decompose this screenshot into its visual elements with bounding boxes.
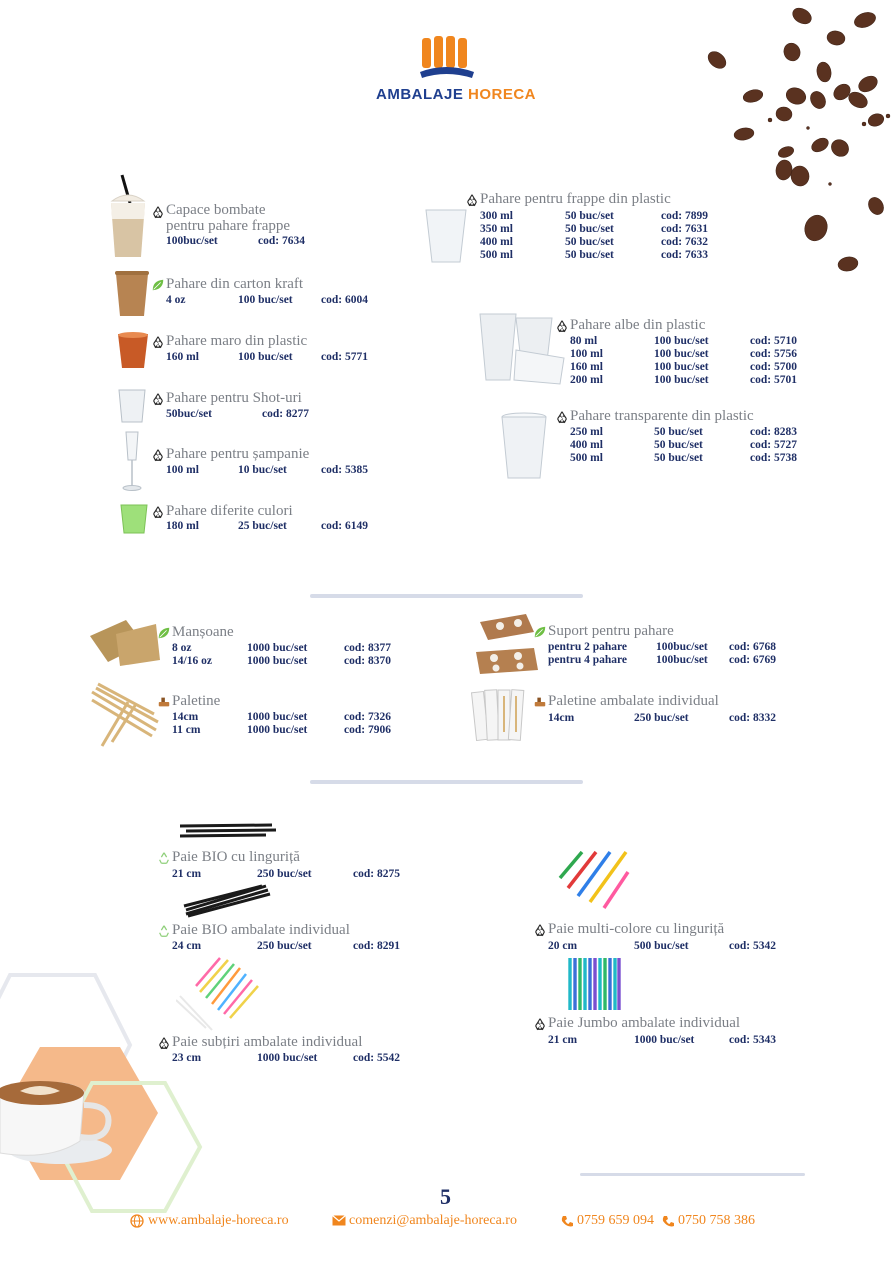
product-row <box>172 711 412 724</box>
product-row <box>172 642 412 655</box>
qty: 250 buc/set <box>257 868 312 880</box>
cod: cod: 6004 <box>321 294 368 306</box>
qty: 50 buc/set <box>654 452 703 464</box>
bio-spoon-straws-image <box>176 822 280 840</box>
qty: 100 buc/set <box>654 374 709 386</box>
phone1-link[interactable]: 0759 659 094 <box>577 1213 654 1228</box>
product-title: Paie subțiri ambalate individual <box>172 1034 363 1050</box>
qty: 100buc/set <box>656 654 708 666</box>
cod: cod: 8370 <box>344 655 391 667</box>
leaf-icon <box>533 625 547 639</box>
product-row <box>548 1034 798 1047</box>
qty: 250 buc/set <box>634 712 689 724</box>
cod: cod: 6769 <box>729 654 776 666</box>
size: 23 cm <box>172 1052 202 1064</box>
cod: cod: 6149 <box>321 520 368 532</box>
qty: 100 buc/set <box>654 335 709 347</box>
product-row <box>166 235 366 248</box>
champagne-glass-image <box>120 430 144 492</box>
product-title: Pahare transparente din plastic <box>570 408 754 424</box>
recycle-icon <box>151 205 165 219</box>
qty: 50 buc/set <box>565 249 614 261</box>
recycle-icon <box>533 923 547 937</box>
cod: cod: 8332 <box>729 712 776 724</box>
product-title: Pahare albe din plastic <box>570 317 706 333</box>
product-title: Capace bombate <box>166 202 266 218</box>
qty: 100buc/set <box>656 641 708 653</box>
footer-contacts <box>130 1214 810 1232</box>
page-number: 5 <box>440 1184 451 1209</box>
product-title: Pahare pentru șampanie <box>166 446 310 462</box>
brand-name-part1: AMBALAJE <box>376 86 464 103</box>
product-title: Paletine <box>172 693 221 709</box>
product-title: Suport pentru pahare <box>548 623 674 639</box>
product-row <box>570 374 810 387</box>
size: 160 ml <box>570 361 603 373</box>
product-row <box>570 439 810 452</box>
albe-rows <box>570 335 810 391</box>
cup-sleeves-image <box>86 614 162 670</box>
product-title: Paie multi-colore cu linguriță <box>548 921 725 937</box>
qty: 50 buc/set <box>565 236 614 248</box>
product-row <box>570 452 810 465</box>
section-divider <box>310 594 583 598</box>
recycle-icon <box>151 505 165 519</box>
product-title: Paie BIO cu linguriță <box>172 849 300 865</box>
product-row <box>172 940 422 953</box>
product-title: Pahare din carton kraft <box>166 276 304 292</box>
phone-icon <box>662 1215 675 1233</box>
leaf-icon <box>151 278 165 292</box>
size: 100 ml <box>570 348 603 360</box>
size: 14cm <box>548 712 575 724</box>
product-title: Pahare pentru frappe din plastic <box>480 191 671 207</box>
size: 14cm <box>172 711 199 723</box>
brand-logo-icon <box>418 32 476 84</box>
phone-icon <box>561 1215 574 1233</box>
transparente-rows <box>570 426 810 468</box>
product-row <box>480 249 740 262</box>
product-title: Paie Jumbo ambalate individual <box>548 1015 741 1031</box>
shot-glass-image <box>117 388 147 424</box>
product-row <box>570 361 810 374</box>
product-title: Paie BIO ambalate individual <box>172 922 350 938</box>
phone2-link[interactable]: 0750 758 386 <box>678 1213 755 1228</box>
qty: 500 buc/set <box>634 940 689 952</box>
cod: cod: 5710 <box>750 335 797 347</box>
qty: 10 buc/set <box>238 464 287 476</box>
cod: cod: 7631 <box>661 223 708 235</box>
size: 24 cm <box>172 940 202 952</box>
qty: 25 buc/set <box>238 520 287 532</box>
recycle-icon <box>151 335 165 349</box>
size: 400 ml <box>480 236 513 248</box>
cod: cod: 5727 <box>750 439 797 451</box>
product-row <box>570 426 810 439</box>
cod: cod: 5738 <box>750 452 797 464</box>
cod: cod: 8275 <box>353 868 400 880</box>
size: 160 ml <box>166 351 199 363</box>
cod: cod: 5756 <box>750 348 797 360</box>
cod: cod: 7906 <box>344 724 391 736</box>
product-row <box>166 520 386 533</box>
cod: cod: 5700 <box>750 361 797 373</box>
size: 250 ml <box>570 426 603 438</box>
size: 300 ml <box>480 210 513 222</box>
size: 21 cm <box>548 1034 578 1046</box>
transparent-cup-image <box>500 412 548 480</box>
website-link[interactable]: www.ambalaje-horeca.ro <box>148 1213 289 1228</box>
cod: cod: 7633 <box>661 249 708 261</box>
product-title: Pahare maro din plastic <box>166 333 308 349</box>
cod: cod: 7326 <box>344 711 391 723</box>
cod: cod: 7634 <box>258 235 305 247</box>
qty: 50 buc/set <box>654 439 703 451</box>
bio-recycle-icon <box>157 851 171 865</box>
cod: cod: 5542 <box>353 1052 400 1064</box>
qty: 1000 buc/set <box>247 724 308 736</box>
recycle-icon <box>555 410 569 424</box>
cod: cod: 8277 <box>262 408 309 420</box>
recycle-icon <box>465 193 479 207</box>
product-row <box>172 724 412 737</box>
size: 400 ml <box>570 439 603 451</box>
size: 200 ml <box>570 374 603 386</box>
size: 500 ml <box>570 452 603 464</box>
product-row <box>570 335 810 348</box>
product-row <box>548 940 798 953</box>
wood-icon <box>533 695 547 709</box>
bio-recycle-icon <box>157 924 171 938</box>
size: 350 ml <box>480 223 513 235</box>
size: 4 oz <box>166 294 186 306</box>
size: pentru 2 pahare <box>548 641 628 653</box>
jumbo-straws-image <box>566 956 622 1012</box>
qty: 50 buc/set <box>565 223 614 235</box>
product-title: Manșoane <box>172 624 234 640</box>
cod: cod: 5343 <box>729 1034 776 1046</box>
cod: cod: 8291 <box>353 940 400 952</box>
size: 180 ml <box>166 520 199 532</box>
recycle-icon <box>555 319 569 333</box>
product-row <box>166 294 386 307</box>
size: 8 oz <box>172 642 192 654</box>
qty: 100buc/set <box>166 235 218 247</box>
size: 100 ml <box>166 464 199 476</box>
product-row <box>480 223 740 236</box>
size: 11 cm <box>172 724 201 736</box>
section-divider <box>310 780 583 784</box>
product-row <box>166 351 386 364</box>
cup-holder-image <box>474 612 540 678</box>
leaf-icon <box>157 626 171 640</box>
product-row <box>172 868 422 881</box>
product-row <box>166 408 366 421</box>
product-row <box>166 464 386 477</box>
recycle-icon <box>151 392 165 406</box>
qty: 100 buc/set <box>238 294 293 306</box>
product-title: Pahare pentru Shot-uri <box>166 390 302 406</box>
brand-name-part2: HORECA <box>468 86 537 103</box>
bio-wrapped-straws-image <box>182 884 272 918</box>
qty: 1000 buc/set <box>247 642 308 654</box>
product-row <box>480 210 740 223</box>
qty: 50 buc/set <box>565 210 614 222</box>
cod: cod: 5385 <box>321 464 368 476</box>
frappe-lid-cup-image <box>106 173 152 259</box>
product-row <box>548 641 798 654</box>
qty: 1000 buc/set <box>257 1052 318 1064</box>
size: 21 cm <box>172 868 202 880</box>
kraft-cup-image <box>114 270 150 318</box>
brand-name <box>376 86 536 103</box>
multicolor-spoon-straws-image <box>556 848 632 914</box>
product-row <box>570 348 810 361</box>
qty: 100 buc/set <box>654 361 709 373</box>
product-title: Paletine ambalate individual <box>548 693 719 709</box>
qty: 100 buc/set <box>238 351 293 363</box>
cod: cod: 5771 <box>321 351 368 363</box>
email-link[interactable]: comenzi@ambalaje-horeca.ro <box>349 1213 517 1228</box>
qty: 250 buc/set <box>257 940 312 952</box>
wood-icon <box>157 695 171 709</box>
size: 80 ml <box>570 335 598 347</box>
size: pentru 4 pahare <box>548 654 628 666</box>
qty: 1000 buc/set <box>247 655 308 667</box>
cod: cod: 8377 <box>344 642 391 654</box>
cod: cod: 5342 <box>729 940 776 952</box>
cod: cod: 8283 <box>750 426 797 438</box>
cod: cod: 7899 <box>661 210 708 222</box>
footer-divider <box>580 1173 805 1176</box>
product-row <box>548 712 798 725</box>
brown-plastic-cup-image <box>116 332 150 370</box>
qty: 1000 buc/set <box>634 1034 695 1046</box>
product-title: pentru pahare frappe <box>166 218 291 234</box>
qty: 50buc/set <box>166 408 212 420</box>
product-row <box>548 654 798 667</box>
recycle-icon <box>151 448 165 462</box>
mail-icon <box>332 1215 346 1231</box>
size: 20 cm <box>548 940 578 952</box>
frappe-rows <box>480 210 740 266</box>
cod: cod: 7632 <box>661 236 708 248</box>
qty: 1000 buc/set <box>247 711 308 723</box>
globe-icon <box>130 1214 144 1233</box>
size: 500 ml <box>480 249 513 261</box>
qty: 50 buc/set <box>654 426 703 438</box>
wrapped-stirrers-image <box>470 686 532 744</box>
colored-cup-image <box>119 503 149 535</box>
frappe-plastic-cup-image <box>424 208 468 264</box>
size: 14/16 oz <box>172 655 212 667</box>
coffee-cup-decoration-image <box>0 965 215 1220</box>
recycle-icon <box>533 1017 547 1031</box>
wooden-stirrers-image <box>88 682 160 748</box>
product-title: Pahare diferite culori <box>166 503 293 519</box>
product-row <box>480 236 740 249</box>
cod: cod: 6768 <box>729 641 776 653</box>
qty: 100 buc/set <box>654 348 709 360</box>
product-row <box>172 655 412 668</box>
cod: cod: 5701 <box>750 374 797 386</box>
